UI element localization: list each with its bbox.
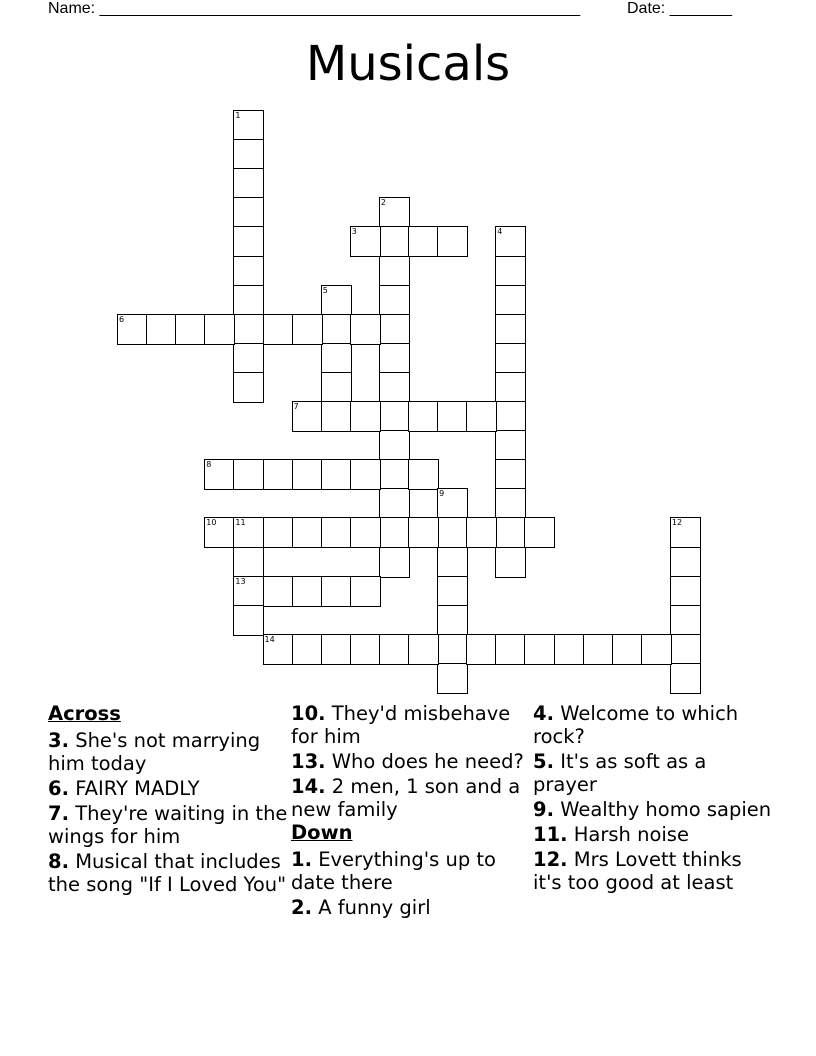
crossword-cell[interactable] <box>495 517 526 548</box>
crossword-cell[interactable] <box>495 285 526 316</box>
crossword-cell[interactable] <box>495 547 526 578</box>
crossword-cell[interactable] <box>670 634 701 665</box>
crossword-cell[interactable] <box>350 459 381 490</box>
crossword-cell[interactable] <box>379 226 410 257</box>
crossword-cell[interactable] <box>263 314 294 345</box>
crossword-cell[interactable] <box>233 226 264 257</box>
crossword-cell[interactable] <box>233 197 264 228</box>
crossword-cell[interactable] <box>408 517 439 548</box>
crossword-cell[interactable] <box>350 401 381 432</box>
clue-across-3 <box>48 729 288 775</box>
crossword-cell[interactable] <box>321 459 352 490</box>
crossword-cell[interactable] <box>437 605 468 636</box>
crossword-cell[interactable] <box>495 256 526 287</box>
crossword-cell[interactable] <box>379 401 410 432</box>
crossword-cell[interactable] <box>321 372 352 403</box>
clue-number: 14. <box>291 775 326 798</box>
crossword-cell[interactable] <box>350 634 381 665</box>
clue-number: 6. <box>48 777 69 800</box>
crossword-cell[interactable] <box>670 663 701 694</box>
cell-number: 1 <box>235 111 241 120</box>
cell-number: 6 <box>119 314 125 324</box>
crossword-cell[interactable] <box>466 634 497 665</box>
crossword-cell[interactable] <box>263 576 294 607</box>
clue-text: They're waiting in the wings for him <box>48 802 288 848</box>
crossword-cell[interactable] <box>321 285 352 316</box>
clue-down-1 <box>291 848 531 894</box>
crossword-cell[interactable] <box>437 547 468 578</box>
crossword-cell[interactable] <box>204 314 235 345</box>
clue-number: 1. <box>291 848 312 871</box>
clues-column-3 <box>533 702 773 894</box>
crossword-cell[interactable] <box>321 314 352 345</box>
crossword-cell[interactable] <box>554 634 585 665</box>
clues-column-1 <box>48 702 288 896</box>
crossword-cell[interactable] <box>292 401 323 432</box>
clue-down-2 <box>291 896 531 919</box>
clue-text: FAIRY MADLY <box>75 777 200 800</box>
clue-text: They'd misbehave for him <box>291 702 511 748</box>
page-title: Musicals <box>305 36 511 92</box>
clue-number: 11. <box>533 823 568 846</box>
crossword-cell[interactable] <box>379 314 410 345</box>
crossword-cell[interactable] <box>233 256 264 287</box>
crossword-cell[interactable] <box>495 343 526 374</box>
clue-down-11 <box>533 823 773 846</box>
clue-down-5 <box>533 750 773 796</box>
cell-number: 2 <box>380 198 386 208</box>
cell-number: 12 <box>671 518 683 528</box>
crossword-cell[interactable] <box>495 314 526 345</box>
crossword-cell[interactable] <box>495 634 526 665</box>
clue-across-13 <box>291 750 531 773</box>
down-heading: Down <box>291 821 353 844</box>
crossword-cell[interactable] <box>379 430 410 461</box>
crossword-cell[interactable] <box>612 634 643 665</box>
crossword-cell[interactable] <box>583 634 614 665</box>
cell-number: 13 <box>235 576 246 586</box>
crossword-cell[interactable] <box>233 343 264 374</box>
crossword-cell[interactable] <box>146 314 177 345</box>
cell-number: 14 <box>264 634 275 644</box>
clue-text: Who does he need? <box>331 750 524 773</box>
crossword-cell[interactable] <box>379 197 410 228</box>
crossword-cell[interactable] <box>495 372 526 403</box>
clue-down-12 <box>533 848 773 894</box>
crossword-cell[interactable] <box>379 459 410 490</box>
crossword-cell[interactable] <box>233 110 264 141</box>
cell-number: 8 <box>206 460 212 470</box>
crossword-cell[interactable] <box>204 459 235 490</box>
crossword-cell[interactable] <box>495 488 526 519</box>
clue-text: Everything's up to date there <box>291 848 496 894</box>
crossword-cell[interactable] <box>233 459 264 490</box>
clue-text: Wealthy homo sapien <box>560 798 772 821</box>
crossword-cell[interactable] <box>233 314 264 345</box>
clue-number: 8. <box>48 850 69 873</box>
crossword-cell[interactable] <box>350 517 381 548</box>
crossword-cell[interactable] <box>495 430 526 461</box>
across-heading: Across <box>48 702 121 725</box>
clue-number: 13. <box>291 750 326 773</box>
crossword-cell[interactable] <box>350 314 381 345</box>
clue-number: 4. <box>533 702 554 725</box>
clue-number: 3. <box>48 729 69 752</box>
crossword-cell[interactable] <box>233 547 264 578</box>
crossword-cell[interactable] <box>117 314 148 345</box>
clue-number: 2. <box>291 896 312 919</box>
crossword-cell[interactable] <box>204 517 235 548</box>
clue-across-8 <box>48 850 288 896</box>
crossword-cell[interactable] <box>233 372 264 403</box>
clue-down-9 <box>533 798 773 821</box>
cell-number: 4 <box>497 227 503 237</box>
crossword-cell[interactable] <box>670 547 701 578</box>
crossword-cell[interactable] <box>379 285 410 316</box>
crossword-cell[interactable] <box>466 517 497 548</box>
crossword-cell[interactable] <box>437 634 468 665</box>
crossword-cell[interactable] <box>233 285 264 316</box>
clue-number: 5. <box>533 750 554 773</box>
crossword-cell[interactable] <box>670 517 701 548</box>
crossword-cell[interactable] <box>292 517 323 548</box>
crossword-cell[interactable] <box>466 401 497 432</box>
crossword-cell[interactable] <box>524 517 555 548</box>
crossword-cell[interactable] <box>379 256 410 287</box>
crossword-cell[interactable] <box>321 343 352 374</box>
crossword-cell[interactable] <box>437 226 468 257</box>
clue-text: 2 men, 1 son and a new family <box>291 775 521 821</box>
cell-number: 11 <box>235 518 246 528</box>
crossword-cell[interactable] <box>292 314 323 345</box>
crossword-cell[interactable] <box>379 488 410 519</box>
clue-text: Mrs Lovett thinks it's too good at least <box>533 848 742 894</box>
clue-number: 9. <box>533 798 554 821</box>
cell-number: 9 <box>439 489 445 499</box>
crossword-cell[interactable] <box>408 459 439 490</box>
clue-text: Welcome to which rock? <box>533 702 739 748</box>
clue-across-6 <box>48 777 288 800</box>
cell-number: 3 <box>351 227 357 237</box>
crossword-cell[interactable] <box>379 372 410 403</box>
crossword-cell[interactable] <box>379 343 410 374</box>
crossword-cell[interactable] <box>292 634 323 665</box>
clue-text: Musical that includes the song "If I Loved You" <box>48 850 287 896</box>
cell-number: 7 <box>293 402 299 411</box>
clue-number: 12. <box>533 848 568 871</box>
crossword-cell[interactable] <box>175 314 206 345</box>
clue-number: 10. <box>291 702 326 725</box>
date-field[interactable]: Date: _______ <box>627 0 732 17</box>
crossword-cell[interactable] <box>292 459 323 490</box>
cell-number: 5 <box>322 285 328 295</box>
crossword-cell[interactable] <box>321 634 352 665</box>
clue-number: 7. <box>48 802 69 825</box>
crossword-cell[interactable] <box>321 401 352 432</box>
clue-across-10 <box>291 702 531 748</box>
crossword-cell[interactable] <box>437 401 468 432</box>
clue-text: Harsh noise <box>573 823 689 846</box>
name-field[interactable]: Name: ______________________________________________________ <box>48 0 581 17</box>
cell-number: 10 <box>206 518 217 528</box>
crossword-cell[interactable] <box>379 634 410 665</box>
clue-down-4 <box>533 702 773 748</box>
crossword-cell[interactable] <box>437 488 468 519</box>
clue-text: A funny girl <box>318 896 431 919</box>
crossword-cell[interactable] <box>233 605 264 636</box>
crossword-cell[interactable] <box>437 576 468 607</box>
crossword-cell[interactable] <box>670 605 701 636</box>
crossword-cell[interactable] <box>641 634 672 665</box>
crossword-cell[interactable] <box>495 401 526 432</box>
crossword-cell[interactable] <box>379 517 410 548</box>
crossword-cell[interactable] <box>321 576 352 607</box>
crossword-cell[interactable] <box>263 634 294 665</box>
crossword-cell[interactable] <box>670 576 701 607</box>
crossword-cell[interactable] <box>321 517 352 548</box>
crossword-cell[interactable] <box>408 226 439 257</box>
crossword-cell[interactable] <box>292 576 323 607</box>
clue-across-14 <box>291 775 531 821</box>
crossword-cell[interactable] <box>263 517 294 548</box>
crossword-cell[interactable] <box>233 168 264 199</box>
crossword-cell[interactable] <box>263 459 294 490</box>
clues-column-2 <box>291 702 531 919</box>
crossword-cell[interactable] <box>233 517 264 548</box>
crossword-cell[interactable] <box>350 226 381 257</box>
crossword-cell[interactable] <box>233 576 264 607</box>
crossword-cell[interactable] <box>379 547 410 578</box>
clue-text: It's as soft as a prayer <box>533 750 707 796</box>
crossword-cell[interactable] <box>524 634 555 665</box>
crossword-cell[interactable] <box>437 663 468 694</box>
clue-text: She's not marrying him today <box>48 729 261 775</box>
crossword-cell[interactable] <box>408 634 439 665</box>
crossword-cell[interactable] <box>495 226 526 257</box>
crossword-cell[interactable] <box>350 576 381 607</box>
crossword-cell[interactable] <box>495 459 526 490</box>
crossword-cell[interactable] <box>233 139 264 170</box>
clue-across-7 <box>48 802 288 848</box>
crossword-cell[interactable] <box>437 517 468 548</box>
crossword-cell[interactable] <box>408 401 439 432</box>
